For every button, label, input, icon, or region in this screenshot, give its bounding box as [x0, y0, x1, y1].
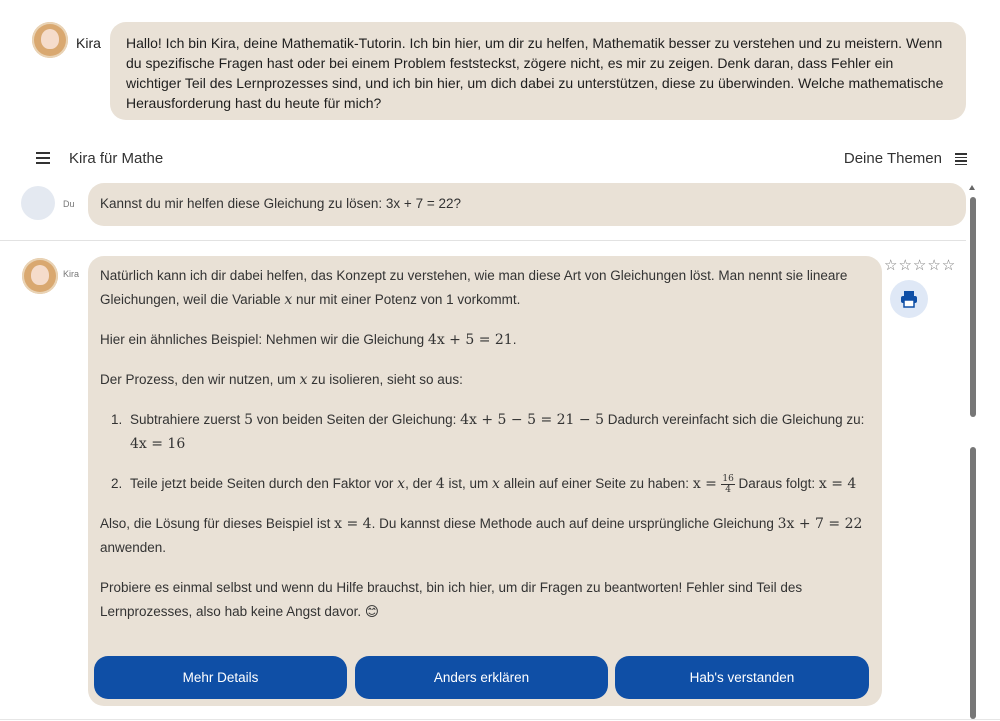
reply-paragraph-5: Probiere es einmal selbst und wenn du Hilfe brauchst, bin ich hier, um dir Fragen zu beantworten! Fehler sind Teil des Lernprozesses, also hab keine Angst davor. 😊	[100, 580, 803, 619]
topics-menu-icon[interactable]	[955, 153, 967, 165]
reply-paragraph-2: Hier ein ähnliches Beispiel: Nehmen wir die Gleichung 4x + 5 = 21.	[100, 332, 517, 348]
intro-sender-name: Kira	[76, 35, 101, 51]
intro-message-bubble: Hallo! Ich bin Kira, deine Mathematik-Tutorin. Ich bin hier, um dir zu helfen, Mathematik besser zu verstehen und zu meistern. Wenn du spezifische Fragen hast oder bei einem Problem feststeckst, zögere nicht, es mir zu zeigen. Denk daran, dass Fehler ein wichtiger Teil des Lernprozesses sind, und ich bin hier, um dich dabei zu unterstützen, diese zu überwinden. Welche mathematische Herausforderung hast du heute für mich?	[110, 22, 966, 120]
bottom-divider	[0, 719, 1000, 720]
kira-reply-avatar	[22, 258, 58, 294]
app-title: Kira für Mathe	[69, 150, 164, 167]
kira-reply-bubble	[88, 256, 882, 706]
scroll-up-arrow[interactable]	[969, 185, 975, 190]
reply-paragraph-1: Natürlich kann ich dir dabei helfen, das Konzept zu verstehen, wie man diese Art von Gleichungen löst. Man nennt sie lineare Gleichungen, weil die Variable x nur mit einer Potenz von 1 vorkommt.	[100, 268, 848, 308]
scrollbar[interactable]	[968, 185, 977, 719]
chat-header	[0, 140, 1000, 178]
topics-link[interactable]: Deine Themen	[843, 150, 942, 167]
user-message-bubble: Kannst du mir helfen diese Gleichung zu lösen: 3x + 7 = 22?	[88, 183, 966, 226]
understood-button[interactable]: Hab's verstanden	[615, 656, 869, 699]
hamburger-menu-icon[interactable]	[36, 152, 50, 164]
print-icon	[900, 290, 918, 308]
star-rating[interactable]: ☆☆☆☆☆	[884, 257, 957, 274]
reply-paragraph-3: Der Prozess, den wir nutzen, um x zu isolieren, sieht so aus:	[100, 372, 463, 388]
step-1: 1. Subtrahiere zuerst 5 von beiden Seiten der Gleichung: 4x + 5 − 5 = 21 − 5 Dadurch vereinfacht sich die Gleichung zu: 4x = 16	[126, 408, 870, 456]
kira-avatar	[32, 22, 68, 58]
explain-differently-button[interactable]: Anders erklären	[355, 656, 608, 699]
scroll-thumb[interactable]	[970, 197, 976, 417]
fraction: $\frac{16}{4}$	[722, 473, 734, 495]
user-avatar	[21, 186, 55, 220]
more-details-button[interactable]: Mehr Details	[94, 656, 347, 699]
reply-paragraph-4: Also, die Lösung für dieses Beispiel ist x = 4. Du kannst diese Methode auch auf deine ursprüngliche Gleichung 3x + 7 = 22 anwenden.	[100, 516, 863, 555]
print-button[interactable]	[890, 280, 928, 318]
user-label: Du	[63, 199, 75, 209]
steps-list	[100, 408, 870, 496]
step-2: 2. Teile jetzt beide Seiten durch den Faktor vor x, der 4 ist, um x allein auf einer Seite zu haben: x = $\frac{16}{4}$ Daraus folgt: x = 4	[126, 472, 870, 496]
divider	[0, 240, 966, 241]
scroll-thumb-secondary[interactable]	[970, 447, 976, 719]
kira-label: Kira	[63, 269, 80, 279]
